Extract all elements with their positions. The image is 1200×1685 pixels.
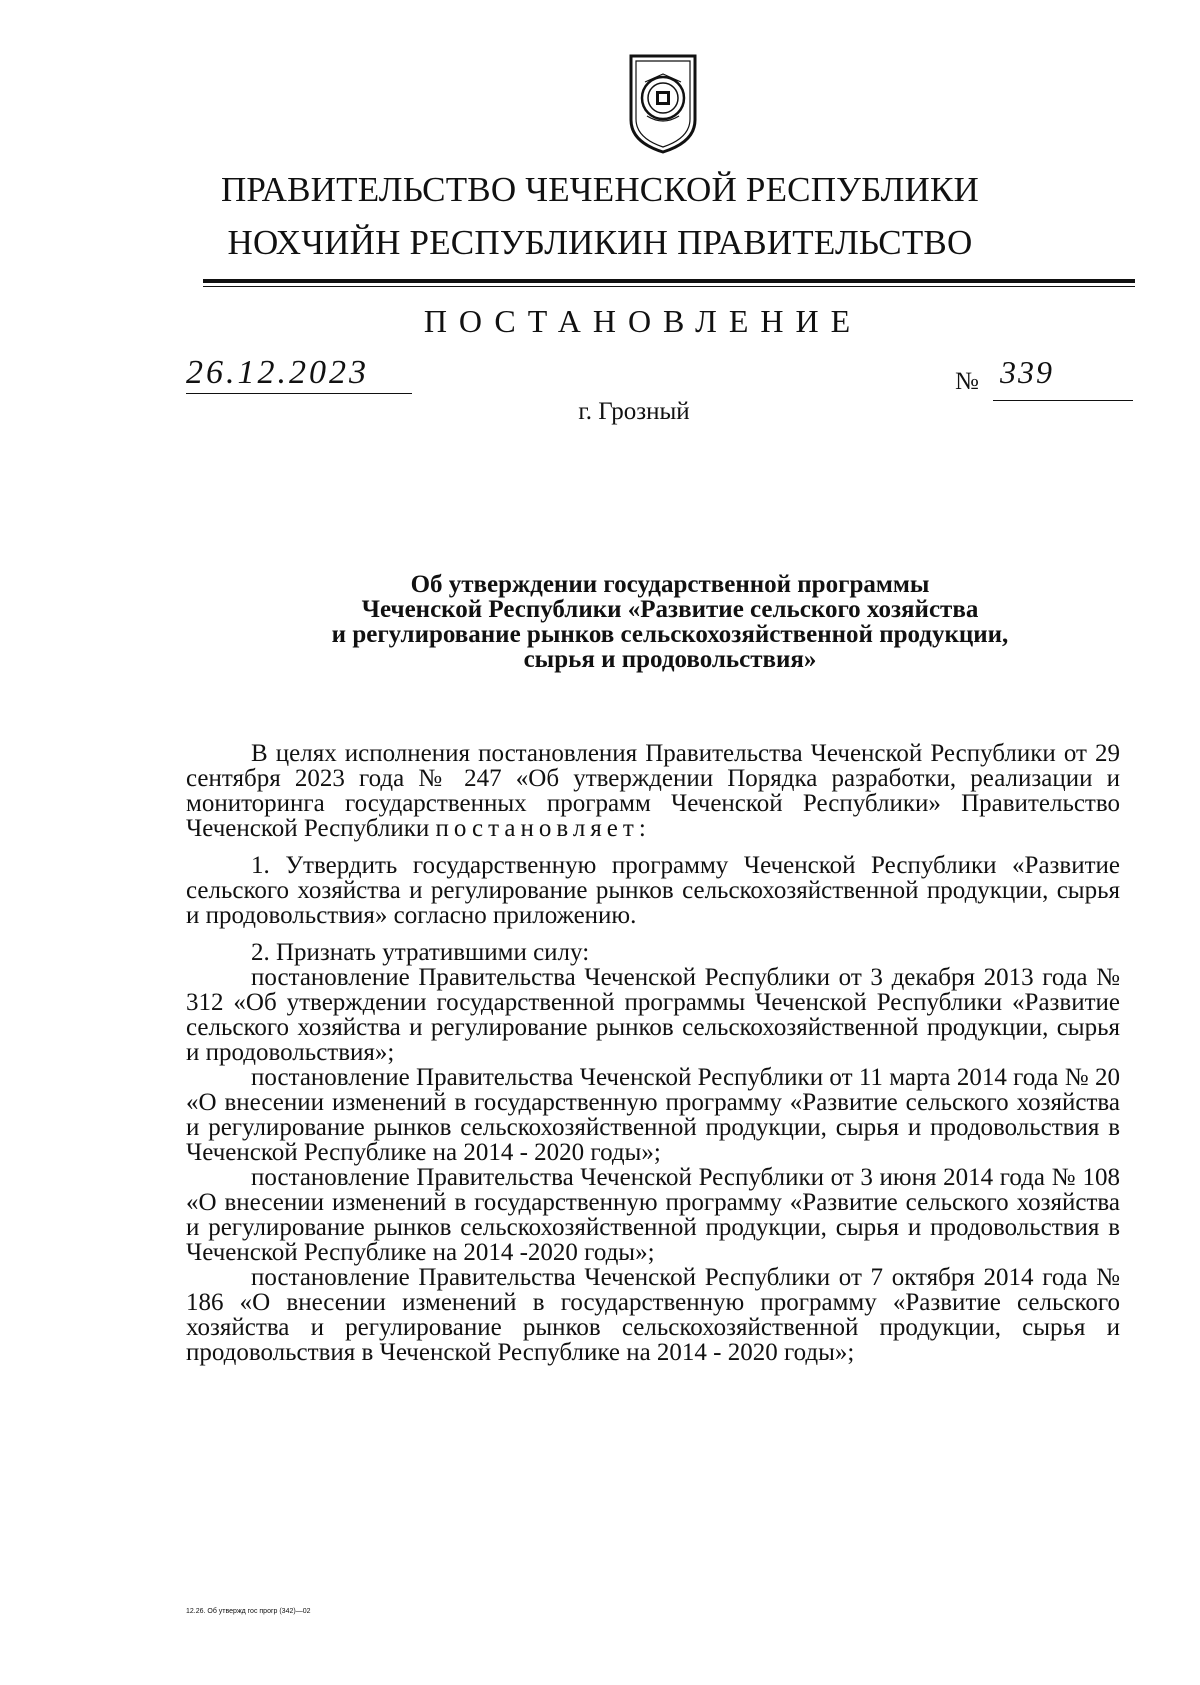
intro-verb: постановляет:	[435, 815, 651, 842]
repealed-item: постановление Правительства Чеченской Республики от 3 декабря 2013 года № 312 «Об утверждении государственной программы Чеченской Республики «Развитие сельского хозяйства и регулирование рынков сельскохозяйственной продукции, сырья и продовольствия»;	[186, 964, 1120, 1066]
repealed-item: постановление Правительства Чеченской Республики от 3 июня 2014 года № 108 «О внесении изменений в государственную программу «Развитие сельского хозяйства и регулирование рынков сельскохозяйственной продукции, сырья и продовольствия в Чеченской Республике на 2014 -2020 годы»;	[186, 1164, 1120, 1266]
document-title	[200, 572, 1140, 672]
document-body	[186, 741, 1120, 1365]
intro-paragraph	[186, 741, 1120, 841]
city-label: г. Грозный	[578, 398, 690, 425]
government-name-russian: ПРАВИТЕЛЬСТВО ЧЕЧЕНСКОЙ РЕСПУБЛИКИ	[220, 170, 980, 209]
title-line: сырья и продовольствия»	[523, 646, 817, 673]
coat-of-arms-emblem	[625, 52, 701, 156]
title-line: Об утверждении государственной программы	[410, 571, 930, 598]
header-divider-thick	[203, 279, 1135, 283]
repealed-item: постановление Правительства Чеченской Республики от 11 марта 2014 года № 20 «О внесении изменений в государственную программу «Развитие сельского хозяйства и регулирование рынков сельскохозяйственной продукции, сырья и продовольствия в Чеченской Республике на 2014 - 2020 годы»;	[186, 1064, 1120, 1166]
title-line: Чеченской Республики «Развитие сельского хозяйства	[361, 596, 979, 623]
paragraph-2: 2. Признать утратившими силу:	[251, 939, 590, 966]
repealed-item: постановление Правительства Чеченской Республики от 7 октября 2014 года № 186 «О внесении изменений в государственную программу «Развитие сельского хозяйства и регулирование рынков сельскохозяйственной продукции, сырья и продовольствия в Чеченской Республике на 2014 - 2020 годы»;	[186, 1264, 1120, 1366]
intro-text: В целях исполнения постановления Правительства Чеченской Республики от 29 сентября 2023 года № 247 «Об утверждении Порядка разработки, реализации и мониторинга государственных программ Чеченской Республики» Правительство Чеченской Республики	[186, 740, 1120, 842]
paragraph-1: 1. Утвердить государственную программу Чеченской Республики «Развитие сельского хозяйства и регулирование рынков сельскохозяйственной продукции, сырья и продовольствия» согласно приложению.	[186, 852, 1120, 929]
number-label: №	[955, 368, 979, 395]
government-name-chechen: НОХЧИЙН РЕСПУБЛИКИН ПРАВИТЕЛЬСТВО	[227, 223, 973, 262]
date-underline	[186, 393, 412, 394]
footer-file-reference: 12.26. Об утвержд гос прогр (342)—02	[186, 1608, 311, 1615]
title-line: и регулирование рынков сельскохозяйственной продукции,	[331, 621, 1009, 648]
document-type: ПОСТАНОВЛЕНИЕ	[423, 303, 863, 339]
document-date: 26.12.2023	[186, 354, 369, 391]
header-divider-thin	[203, 286, 1135, 287]
document-number: 339	[1000, 354, 1054, 390]
